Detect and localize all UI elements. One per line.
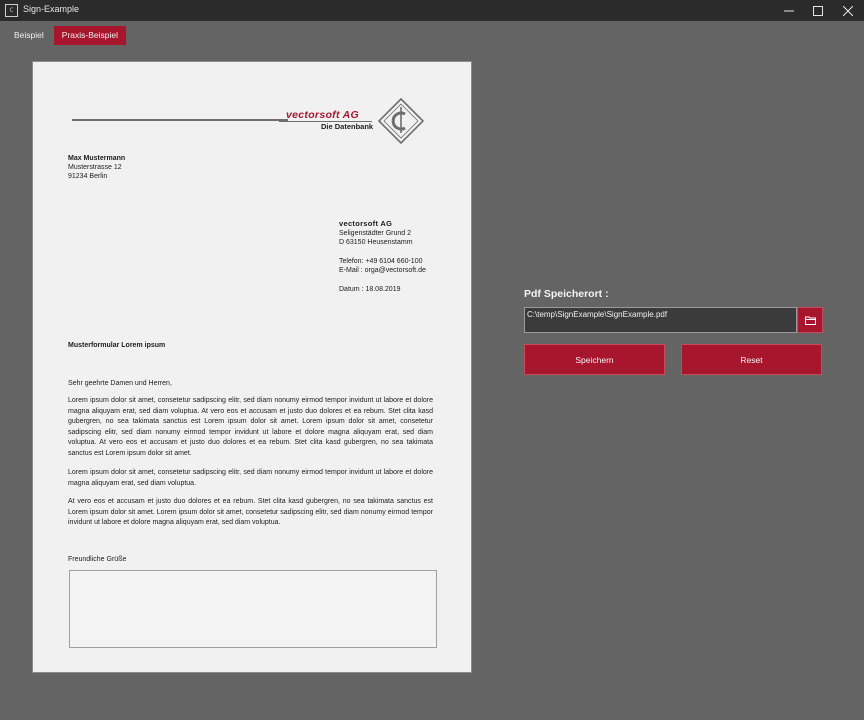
letter-subject: Musterformular Lorem ipsum	[68, 342, 166, 349]
sender-company: vectorsoft AG	[339, 219, 393, 228]
reset-button[interactable]: Reset	[681, 344, 822, 375]
sender-street: Seligenstädter Grund 2	[339, 230, 411, 237]
letter-paragraph-2: Lorem ipsum dolor sit amet, consetetur sadipscing elitr, sed diam nonumy eirmod tempor invidunt ut labore et dolore magna aliquyam erat, sed diam voluptua.	[68, 469, 433, 487]
recipient-street: Musterstrasse 12	[68, 164, 122, 171]
letter-date: Datum : 18.08.2019	[339, 286, 401, 293]
letter-closing: Freundliche Grüße	[68, 556, 127, 563]
logo-tagline: Die Datenbank	[321, 122, 374, 131]
letter-paragraph-1: Lorem ipsum dolor sit amet, consetetur sadipscing elitr, sed diam nonumy eirmod tempor invidunt ut labore et dolore magna aliquyam erat, sed diam voluptua. At vero eos et accusam et justo duo dolores et ea rebum. Stet clita kasd gubergren, no sea takimata sanctus est Lorem ipsum dolor sit amet. Lorem ipsum dolor sit amet, consetetur sadipscing elitr, sed diam nonumy eirmod tempor invidunt ut labore et dolore magna aliquyam erat, sed diam voluptua. At vero eos et accusam et justo duo dolores et ea rebum. Stet clita kasd gubergren, no sea takimata sanctus est Lorem ipsum dolor sit amet.	[68, 397, 433, 457]
app-icon: C	[5, 4, 18, 17]
window-title: Sign-Example	[23, 4, 80, 14]
maximize-button[interactable]	[803, 0, 833, 21]
pdf-path-field[interactable]: C:\temp\SignExample\SignExample.pdf	[524, 307, 797, 333]
tab-bar	[8, 26, 126, 45]
minimize-icon	[784, 6, 794, 16]
pdf-location-label: Pdf Speicherort :	[524, 288, 609, 300]
maximize-icon	[813, 6, 823, 16]
letter-preview	[32, 61, 472, 673]
recipient-name: Max Mustermann	[68, 155, 126, 162]
recipient-city: 91234 Berlin	[68, 173, 108, 180]
letter-paragraph-3: At vero eos et accusam et justo duo dolores et ea rebum. Stet clita kasd gubergren, no sea takimata sanctus est Lorem ipsum dolor sit amet. Lorem ipsum dolor sit amet, consetetur sadipscing elitr, sed diam nonumy eirmod tempor invidunt ut labore et dolore magna aliquyam erat, sed diam voluptua.	[68, 498, 433, 526]
tab-praxis-beispiel[interactable]: Praxis-Beispiel	[54, 26, 126, 45]
close-button[interactable]	[833, 0, 863, 21]
folder-icon	[805, 316, 816, 325]
logo-company: vectorsoft AG	[286, 109, 359, 121]
save-button[interactable]: Speichern	[524, 344, 665, 375]
browse-folder-button[interactable]	[797, 307, 823, 333]
title-bar	[0, 0, 864, 21]
minimize-button[interactable]	[774, 0, 804, 21]
sender-city: D 63150 Heusenstamm	[339, 239, 413, 246]
sender-email: E-Mail : orga@vectorsoft.de	[339, 267, 426, 274]
close-icon	[843, 6, 853, 16]
company-logo-icon	[378, 98, 424, 144]
letter-salutation: Sehr geehrte Damen und Herren,	[68, 380, 172, 387]
tab-beispiel[interactable]: Beispiel	[14, 30, 44, 40]
logo-rule	[72, 119, 288, 121]
sender-phone: Telefon: +49 6104 660-100	[339, 258, 423, 265]
signature-field[interactable]	[69, 570, 437, 648]
